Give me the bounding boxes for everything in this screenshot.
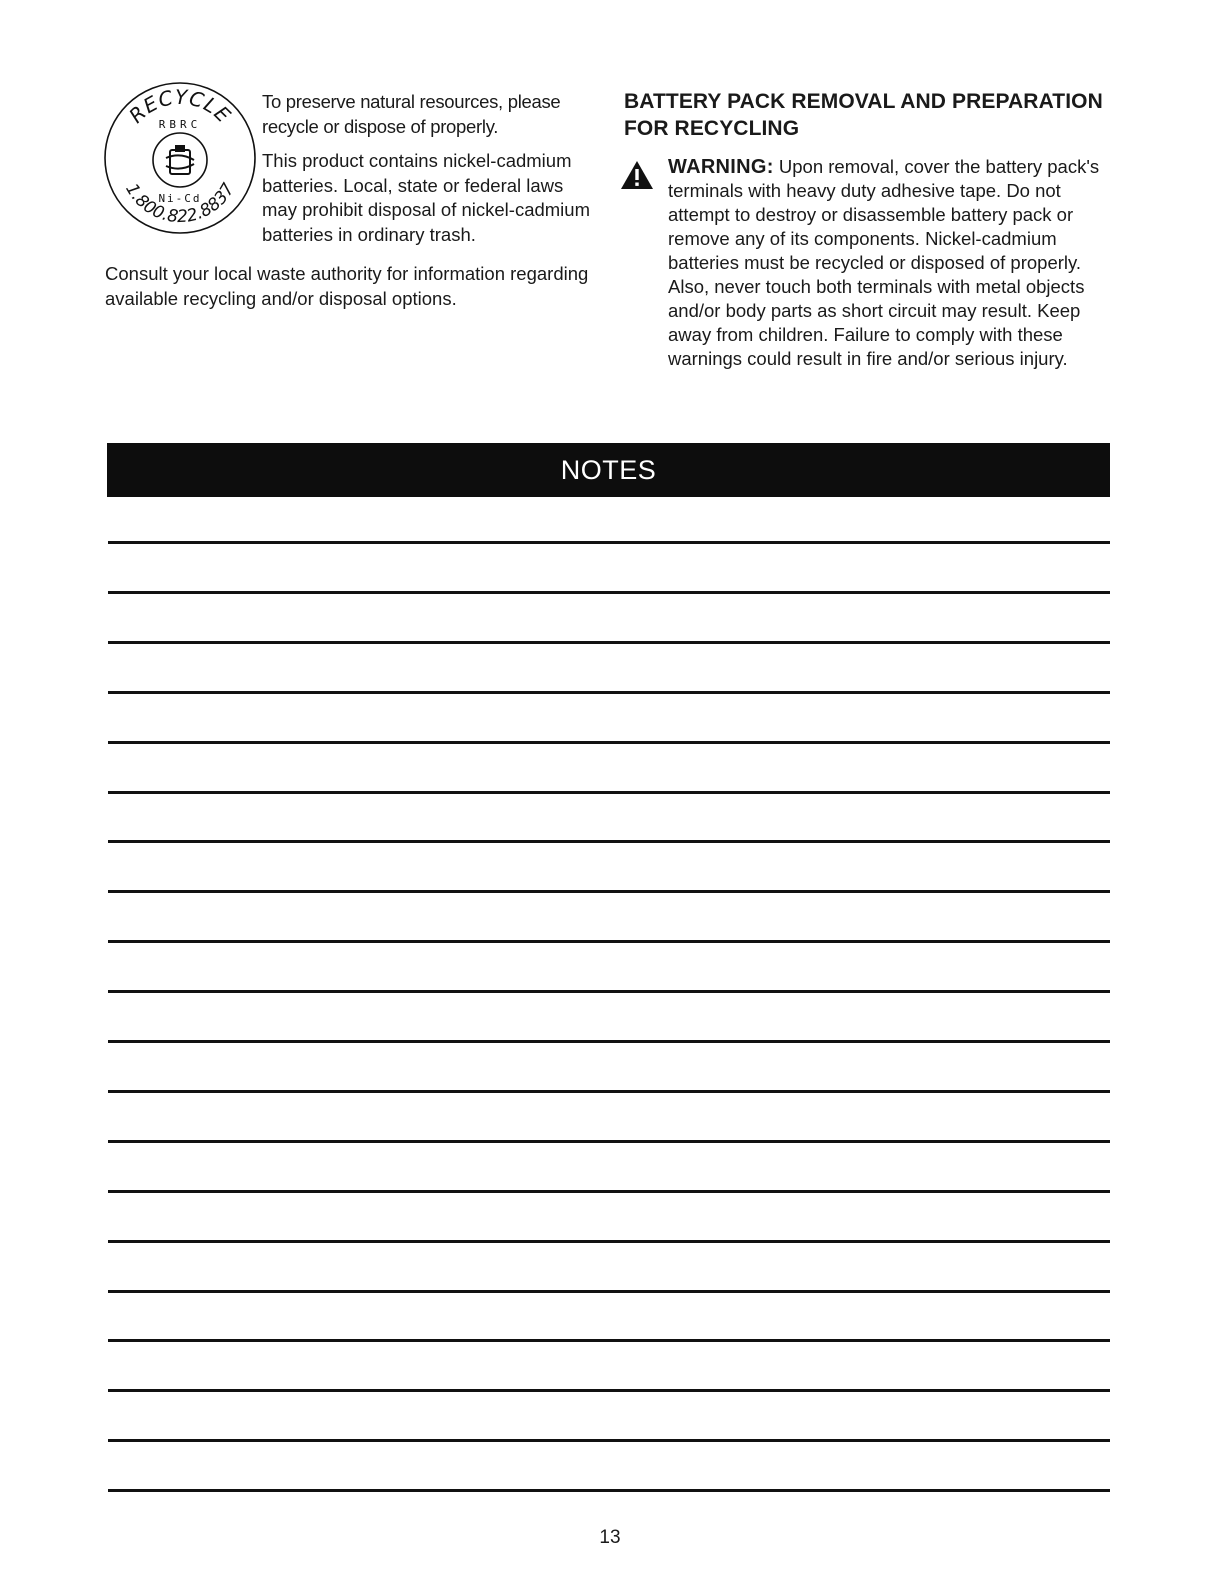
note-line bbox=[108, 641, 1110, 644]
note-line bbox=[108, 1040, 1110, 1043]
note-line bbox=[108, 840, 1110, 843]
note-line bbox=[108, 1240, 1110, 1243]
rbrc-recycle-seal-icon bbox=[102, 80, 258, 236]
recycle-intro bbox=[262, 90, 597, 255]
note-line bbox=[108, 1140, 1110, 1143]
svg-text:RECYCLE: RECYCLE bbox=[124, 84, 236, 128]
note-line bbox=[108, 591, 1110, 594]
note-line bbox=[108, 1389, 1110, 1392]
note-line bbox=[108, 1489, 1110, 1492]
note-line bbox=[108, 1190, 1110, 1193]
note-line bbox=[108, 1439, 1110, 1442]
warning-text: Upon removal, cover the battery pack's terminals with heavy duty adhesive tape. Do not attempt to destroy or disassemble battery pack or remove any of its components. Nickel-cadmium batteries must be recycled or disposed of properly. Also, never touch both terminals with metal objects and/or body parts as short circuit may result. Keep away from children. Failure to comply with these warnings could result in fire and/or serious injury. bbox=[668, 156, 1100, 369]
note-line bbox=[108, 890, 1110, 893]
svg-text:RBRC: RBRC bbox=[158, 118, 202, 131]
svg-text:1.800.822.8837: 1.800.822.8837 bbox=[121, 180, 239, 228]
note-line bbox=[108, 691, 1110, 694]
warning-paragraph bbox=[668, 155, 1108, 371]
contains-text: This product contains nickel-cadmium batteries. Local, state or federal laws may prohibit disposal of nickel-cadmium batteries in ordinary trash. bbox=[262, 150, 590, 245]
page-number: 13 bbox=[599, 1527, 621, 1548]
svg-text:Ni-Cd: Ni-Cd bbox=[158, 192, 202, 205]
note-line bbox=[108, 741, 1110, 744]
note-line bbox=[108, 1090, 1110, 1093]
battery-section-heading: BATTERY PACK REMOVAL AND PREPARATION FOR RECYCLING bbox=[624, 90, 1103, 140]
notes-title: NOTES bbox=[560, 454, 657, 485]
note-line bbox=[108, 541, 1110, 544]
warning-triangle-icon bbox=[620, 160, 654, 190]
warning-label: WARNING: bbox=[668, 156, 774, 178]
notes-header-bar bbox=[107, 443, 1110, 497]
preserve-text: To preserve natural resources, please recycle or dispose of properly. bbox=[262, 91, 561, 137]
note-line bbox=[108, 791, 1110, 794]
note-line bbox=[108, 940, 1110, 943]
note-line bbox=[108, 990, 1110, 993]
note-line bbox=[108, 1290, 1110, 1293]
note-line bbox=[108, 1339, 1110, 1342]
consult-text: Consult your local waste authority for information regarding available recycling and/or disposal options. bbox=[105, 263, 589, 309]
